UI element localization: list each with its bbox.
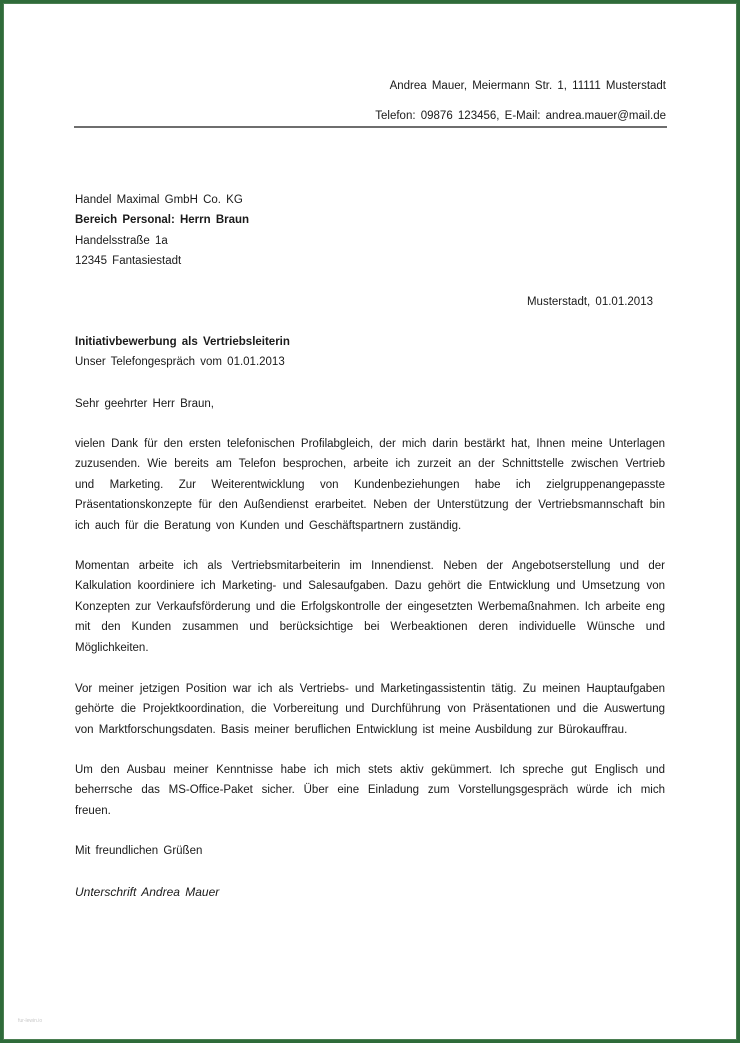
paragraph-line: freuen. (75, 804, 111, 817)
header-divider (74, 126, 667, 128)
paragraph-line: ich auch für die Beratung von Kunden und Geschäftspartnern zuständig. (75, 519, 462, 532)
paragraph-line: Vor meiner jetzigen Position war ich als Vertriebs- und Marketingassistentin tätig. Zu meinen Hauptaufgaben (75, 683, 665, 695)
watermark: fur-lewin.io (18, 1018, 43, 1024)
salutation: Sehr geehrter Herr Braun, (75, 398, 214, 410)
paragraph-line: Momentan arbeite ich als Vertriebsmitarbeiterin im Innendienst. Neben der Angebotserstellung und der (75, 560, 665, 572)
recipient-street: Handelsstraße 1a (75, 235, 168, 247)
body-paragraph-1 (75, 434, 665, 536)
paragraph-line: zuzusenden. Wie bereits am Telefon besprochen, arbeite ich zurzeit an der Schnittstelle zwischen Vertrieb (75, 458, 665, 471)
sender-address: Andrea Mauer, Meiermann Str. 1, 11111 Musterstadt (389, 80, 666, 92)
paragraph-line: Konzepten zur Verkaufsförderung und die Erfolgskontrolle der eingesetzten Werbemaßnahmen. Ich arbeite eng (75, 600, 665, 613)
recipient-department: Bereich Personal: Herrn Braun (75, 214, 250, 226)
paragraph-line: Um den Ausbau meiner Kenntnisse habe ich mich stets aktiv gekümmert. Ich spreche gut Englisch und (75, 764, 665, 776)
signature: Unterschrift Andrea Mauer (75, 885, 220, 899)
paragraph-line: Möglichkeiten. (75, 641, 149, 654)
sender-contact: Telefon: 09876 123456, E-Mail: andrea.mauer@mail.de (375, 110, 666, 122)
body-paragraph-3 (75, 679, 665, 740)
body-paragraph-2 (75, 556, 665, 658)
paragraph-line: vielen Dank für den ersten telefonischen Profilabgleich, der mich darin bestärkt hat, Ihnen meine Unterlagen (75, 438, 665, 450)
closing: Mit freundlichen Grüßen (75, 845, 203, 857)
paragraph-line: gehörte die Projektkoordination, die Vorbereitung und Durchführung von Präsentationen und die Auswertung (75, 703, 665, 716)
paragraph-line: Präsentationskonzepte für den Außendienst erarbeitet. Neben der Unterstützung der Vertriebsmannschaft bin (75, 499, 665, 512)
date-line: Musterstadt, 01.01.2013 (526, 296, 653, 308)
paragraph-line: von Marktforschungsdaten. Basis meiner beruflichen Entwicklung ist meine Ausbildung zur Bürokauffrau. (75, 723, 628, 736)
paragraph-line: und Marketing. Zur Weiterentwicklung von Kundenbeziehungen habe ich zielgruppenangepasste (75, 478, 665, 491)
reference-line: Unser Telefongespräch vom 01.01.2013 (75, 356, 285, 368)
recipient-city: 12345 Fantasiestadt (75, 255, 182, 267)
body-paragraph-4 (75, 760, 665, 821)
recipient-company: Handel Maximal GmbH Co. KG (75, 194, 243, 206)
paragraph-line: beherrsche das MS-Office-Paket sicher. Über eine Einladung zum Vorstellungsgespräch würde ich mich (75, 784, 665, 797)
subject-line: Initiativbewerbung als Vertriebsleiterin (75, 336, 290, 348)
paragraph-line: mit den Kunden zusammen und berücksichtige bei Werbeaktionen deren individuelle Wünsche und (75, 621, 665, 634)
paragraph-line: Kalkulation koordiniere ich Marketing- und Salesaufgaben. Dazu gehört die Entwicklung und Umsetzung von (75, 580, 665, 593)
